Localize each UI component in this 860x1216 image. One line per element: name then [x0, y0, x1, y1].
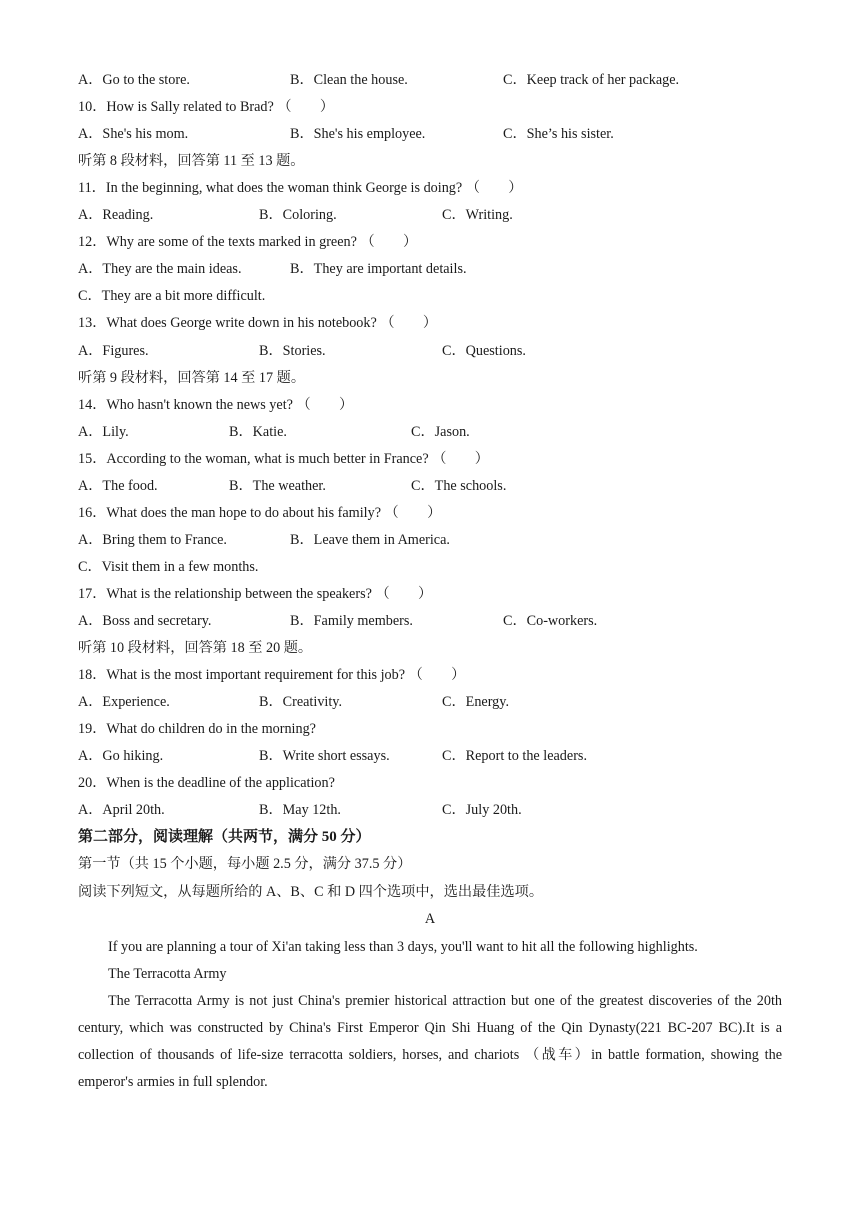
- passage-body: The Terracotta Army is not just China's premier historical attraction but one of the greatest discoveries of the 20th century, which was constructed by China's First Emperor Qin Shi Huang of the Qin Dynasty(221 BC-207 BC).It is a collection of thousands of life-size terracotta soldiers, horses, and chariots （战车）in battle formation, showing the emperor's armies in full splendor.: [78, 993, 782, 1090]
- answer-option: A．April 20th.: [78, 802, 165, 818]
- answer-option: C．Jason.: [411, 424, 470, 440]
- answer-option: A．The food.: [78, 478, 158, 494]
- question-text: 11．In the beginning, what does the woman think George is doing? （ ）: [78, 180, 523, 196]
- answer-option: C．Co-workers.: [503, 613, 598, 629]
- question-text: 听第 10 段材料，回答第 18 至 20 题。: [78, 640, 313, 656]
- question-text: 第一节（共 15 个小题，每小题 2.5 分，满分 37.5 分）: [78, 856, 412, 872]
- answer-option: C．Writing.: [442, 207, 513, 223]
- question-text: 12．Why are some of the texts marked in green? （ ）: [78, 234, 418, 250]
- answer-option: B．Write short essays.: [259, 748, 390, 764]
- answer-option: A．Go to the store.: [78, 72, 190, 88]
- answer-option: A．Figures.: [78, 343, 149, 359]
- answer-option: A．They are the main ideas.: [78, 261, 242, 277]
- question-text: 17．What is the relationship between the speakers? （ ）: [78, 586, 433, 602]
- answer-option: B．They are important details.: [290, 261, 467, 277]
- answer-option: B．Leave them in America.: [290, 532, 450, 548]
- passage-intro: If you are planning a tour of Xi'an taking less than 3 days, you'll want to hit all the following highlights.: [108, 939, 698, 955]
- question-text: 10．How is Sally related to Brad? （ ）: [78, 99, 335, 115]
- answer-option: B．Coloring.: [259, 207, 337, 223]
- question-text: 19．What do children do in the morning?: [78, 721, 316, 737]
- answer-option: B．May 12th.: [259, 802, 341, 818]
- passage-label: A: [424, 911, 436, 927]
- answer-option: A．Boss and secretary.: [78, 613, 212, 629]
- answer-option: C．She’s his sister.: [503, 126, 614, 142]
- answer-option: A．Experience.: [78, 694, 170, 710]
- answer-option: B．Stories.: [259, 343, 326, 359]
- answer-option: C．July 20th.: [442, 802, 522, 818]
- answer-option: A．Lily.: [78, 424, 129, 440]
- question-text: 18．What is the most important requirement for this job? （ ）: [78, 667, 466, 683]
- answer-option: A．Go hiking.: [78, 748, 164, 764]
- answer-option: B．Family members.: [290, 613, 413, 629]
- answer-option: B．The weather.: [229, 478, 326, 494]
- answer-option: A．She's his mom.: [78, 126, 189, 142]
- question-text: 16．What does the man hope to do about his family? （ ）: [78, 505, 442, 521]
- answer-option: B．She's his employee.: [290, 126, 426, 142]
- answer-option: C．Energy.: [442, 694, 509, 710]
- question-text: 15．According to the woman, what is much better in France? （ ）: [78, 451, 489, 467]
- answer-option: B．Clean the house.: [290, 72, 408, 88]
- answer-option: B．Katie.: [229, 424, 287, 440]
- question-text: 听第 9 段材料，回答第 14 至 17 题。: [78, 370, 306, 386]
- question-text: 13．What does George write down in his notebook? （ ）: [78, 315, 438, 331]
- question-text: C．They are a bit more difficult.: [78, 288, 266, 304]
- answer-option: C．The schools.: [411, 478, 507, 494]
- question-text: 20．When is the deadline of the application?: [78, 775, 335, 791]
- answer-option: B．Creativity.: [259, 694, 343, 710]
- question-text: 阅读下列短文，从每题所给的 A、B、C 和 D 四个选项中，选出最佳选项。: [78, 884, 544, 900]
- answer-option: C．Report to the leaders.: [442, 748, 587, 764]
- answer-option: C．Questions.: [442, 343, 526, 359]
- section-heading: 第二部分，阅读理解（共两节，满分 50 分）: [78, 829, 371, 845]
- question-text: C．Visit them in a few months.: [78, 559, 259, 575]
- question-text: 14．Who hasn't known the news yet? （ ）: [78, 397, 354, 413]
- passage-subheading: The Terracotta Army: [108, 966, 227, 982]
- question-text: 听第 8 段材料，回答第 11 至 13 题。: [78, 153, 305, 169]
- answer-option: A．Reading.: [78, 207, 154, 223]
- answer-option: C．Keep track of her package.: [503, 72, 680, 88]
- answer-option: A．Bring them to France.: [78, 532, 227, 548]
